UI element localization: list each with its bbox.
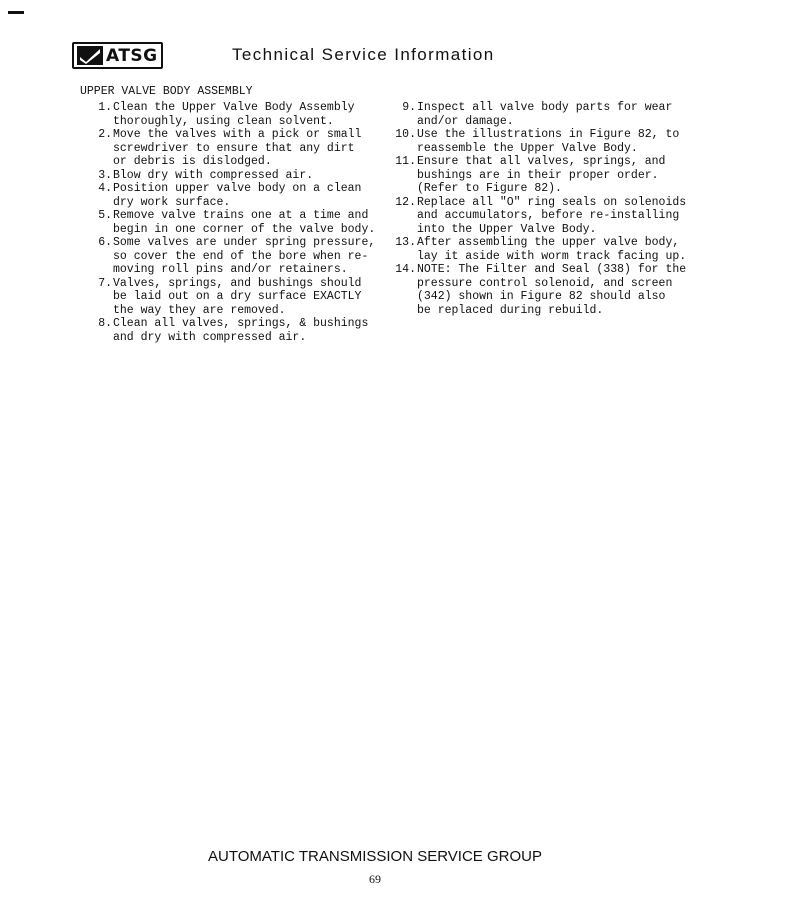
step-item bbox=[84, 317, 384, 344]
logo-check-icon bbox=[77, 46, 103, 65]
atsg-logo bbox=[72, 42, 163, 69]
step-item bbox=[388, 196, 708, 237]
step-number: 8. bbox=[98, 317, 112, 330]
step-item bbox=[84, 209, 384, 236]
step-number: 14. bbox=[395, 263, 416, 276]
step-number: 3. bbox=[98, 168, 112, 182]
step-item bbox=[84, 236, 384, 277]
footer-group-name: AUTOMATIC TRANSMISSION SERVICE GROUP bbox=[208, 848, 542, 865]
step-number: 11. bbox=[395, 155, 416, 168]
step-item bbox=[388, 155, 708, 196]
step-text: Inspect all valve body parts for wear and/or damage. bbox=[417, 101, 673, 128]
step-text: Clean the Upper Valve Body Assembly thoroughly, using clean solvent. bbox=[113, 101, 355, 128]
step-text: Ensure that all valves, springs, and bushings are in their proper order. (Refer to Figure 82). bbox=[417, 155, 666, 195]
step-number: 1. bbox=[98, 101, 112, 114]
step-text: NOTE: The Filter and Seal (338) for the pressure control solenoid, and screen (342) shown in Figure 82 should also be replaced during rebuild. bbox=[417, 263, 687, 317]
step-text: Use the illustrations in Figure 82, to reassemble the Upper Valve Body. bbox=[417, 128, 680, 155]
step-text: Valves, springs, and bushings should be laid out on a dry surface EXACTLY the way they are removed. bbox=[113, 276, 362, 317]
step-item bbox=[388, 236, 708, 263]
step-item bbox=[388, 263, 708, 317]
step-text: Position upper valve body on a clean dry work surface. bbox=[113, 182, 362, 209]
step-item bbox=[84, 101, 384, 128]
step-text: Remove valve trains one at a time and begin in one corner of the valve body. bbox=[113, 209, 376, 236]
step-text: Blow dry with compressed air. bbox=[113, 168, 314, 182]
step-number: 9. bbox=[402, 101, 416, 114]
step-text: Replace all "O" ring seals on solenoids and accumulators, before re-installing into the Upper Valve Body. bbox=[417, 195, 687, 236]
step-text: Clean all valves, springs, & bushings and dry with compressed air. bbox=[113, 317, 369, 344]
step-number: 6. bbox=[98, 236, 112, 249]
logo-text: ATSG bbox=[106, 45, 158, 66]
steps-left-column bbox=[84, 101, 384, 344]
page-number: 69 bbox=[369, 872, 381, 886]
step-number: 5. bbox=[98, 209, 112, 222]
step-number: 2. bbox=[98, 128, 112, 141]
step-number: 13. bbox=[395, 236, 416, 249]
step-number: 12. bbox=[395, 195, 416, 209]
step-text: Move the valves with a pick or small screwdriver to ensure that any dirt or debris is dislodged. bbox=[113, 128, 362, 168]
step-item bbox=[388, 101, 708, 128]
corner-mark bbox=[8, 11, 24, 14]
step-item bbox=[388, 128, 708, 155]
step-item bbox=[84, 182, 384, 209]
step-item bbox=[84, 128, 384, 169]
step-number: 4. bbox=[98, 182, 112, 195]
section-title: UPPER VALVE BODY ASSEMBLY bbox=[80, 85, 253, 98]
step-item bbox=[84, 277, 384, 318]
steps-right-column bbox=[388, 101, 708, 317]
step-text: After assembling the upper valve body, lay it aside with worm track facing up. bbox=[417, 236, 687, 263]
step-number: 10. bbox=[395, 128, 416, 141]
step-number: 7. bbox=[98, 276, 112, 290]
page-header-title: Technical Service Information bbox=[232, 45, 495, 64]
step-text: Some valves are under spring pressure, so cover the end of the bore when re- moving roll pins and/or retainers. bbox=[113, 236, 376, 276]
step-item bbox=[84, 169, 384, 183]
